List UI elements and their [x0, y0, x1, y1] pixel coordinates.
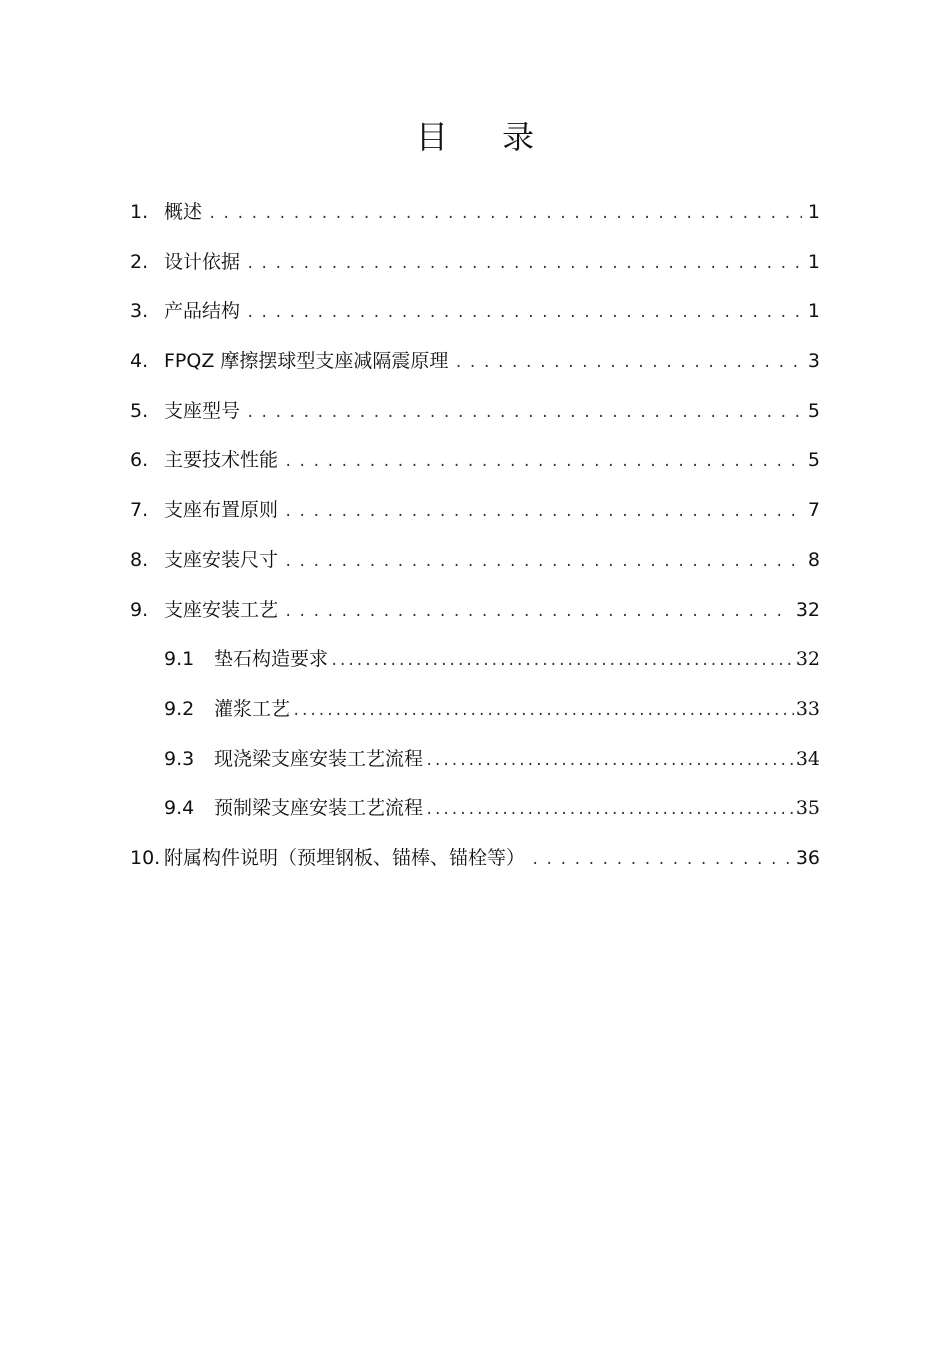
- toc-entry-page: 3: [807, 350, 820, 373]
- table-of-contents: [130, 188, 820, 884]
- toc-entry-title: 产品结构: [164, 300, 241, 323]
- toc-subentry[interactable]: [130, 784, 820, 834]
- toc-entry-title: 支座型号: [164, 399, 241, 422]
- toc-entry-page: 1: [807, 201, 820, 223]
- toc-dot-leader: [284, 438, 802, 488]
- toc-entry-number: 8.: [130, 548, 149, 571]
- toc-entry-page: 33: [795, 697, 820, 720]
- toc-entry-title: 附属构件说明（预埋钢板、锚棒、锚栓等）: [164, 846, 526, 869]
- toc-entry-title: 支座布置原则: [164, 499, 279, 522]
- toc-dot-leader: [531, 836, 790, 886]
- toc-subentry[interactable]: [130, 685, 820, 735]
- toc-entry-title: 概述: [164, 201, 203, 223]
- toc-entry[interactable]: [130, 337, 820, 387]
- toc-dot-leader: [330, 637, 794, 687]
- toc-entry-number: 9.: [130, 598, 149, 621]
- toc-entry-title: 支座安装工艺: [164, 598, 279, 621]
- toc-dot-leader: [284, 488, 802, 538]
- toc-entry-page: 5: [807, 399, 820, 422]
- toc-dot-leader: [284, 538, 802, 588]
- toc-entry[interactable]: [130, 834, 820, 884]
- toc-entry-number: 7.: [130, 499, 149, 522]
- toc-entry-number: 9.2: [164, 697, 195, 720]
- toc-subentry[interactable]: [130, 635, 820, 685]
- toc-entry-number: 9.3: [164, 747, 195, 770]
- toc-entry-title: 支座安装尺寸: [164, 548, 279, 571]
- toc-entry-title: 设计依据: [164, 250, 241, 273]
- toc-entry-title: 主要技术性能: [164, 449, 279, 472]
- toc-entry[interactable]: [130, 387, 820, 437]
- toc-entry[interactable]: [130, 486, 820, 536]
- toc-dot-leader: [425, 786, 794, 836]
- toc-entry-page: 34: [795, 747, 820, 770]
- toc-entry-page: 7: [807, 499, 820, 522]
- toc-entry-number: 3.: [130, 300, 149, 323]
- toc-entry-title: 灌浆工艺: [214, 697, 291, 720]
- toc-entry-number: 1.: [130, 201, 149, 223]
- toc-dot-leader: [246, 240, 802, 290]
- toc-entry[interactable]: [130, 287, 820, 337]
- toc-entry[interactable]: [130, 436, 820, 486]
- toc-entry-number: 6.: [130, 449, 149, 472]
- toc-entry-number: 9.1: [164, 648, 195, 671]
- toc-entry-page: 1: [807, 250, 820, 273]
- toc-entry-number: 9.4: [164, 797, 195, 820]
- toc-dot-leader: [246, 389, 802, 439]
- toc-entry-page: 32: [795, 598, 820, 621]
- toc-entry[interactable]: [130, 238, 820, 288]
- toc-entry[interactable]: [130, 188, 820, 238]
- toc-entry-number: 5.: [130, 399, 149, 422]
- toc-entry-page: 5: [807, 449, 820, 472]
- toc-entry-number: 10.: [130, 846, 161, 869]
- toc-entry[interactable]: [130, 536, 820, 586]
- toc-dot-leader: [246, 289, 802, 339]
- toc-entry-page: 35: [795, 797, 820, 820]
- toc-entry-page: 36: [795, 846, 820, 869]
- toc-dot-leader: [454, 339, 802, 389]
- toc-subentry[interactable]: [130, 735, 820, 785]
- toc-entry-number: 2.: [130, 250, 149, 273]
- toc-entry-title: 垫石构造要求: [214, 648, 329, 671]
- toc-entry-page: 8: [807, 548, 820, 571]
- toc-entry-page: 1: [807, 300, 820, 323]
- toc-entry-number: 4.: [130, 350, 149, 373]
- toc-entry-title: 预制梁支座安装工艺流程: [214, 797, 424, 820]
- toc-entry[interactable]: [130, 586, 820, 636]
- toc-entry-title: FPQZ 摩擦摆球型支座减隔震原理: [164, 350, 449, 373]
- toc-entry-page: 32: [795, 648, 820, 671]
- toc-dot-leader: [284, 588, 790, 638]
- toc-dot-leader: [425, 737, 794, 787]
- toc-dot-leader: [292, 687, 794, 737]
- toc-title: 目 录: [415, 118, 557, 156]
- toc-entry-title: 现浇梁支座安装工艺流程: [214, 747, 424, 770]
- toc-dot-leader: [208, 190, 802, 240]
